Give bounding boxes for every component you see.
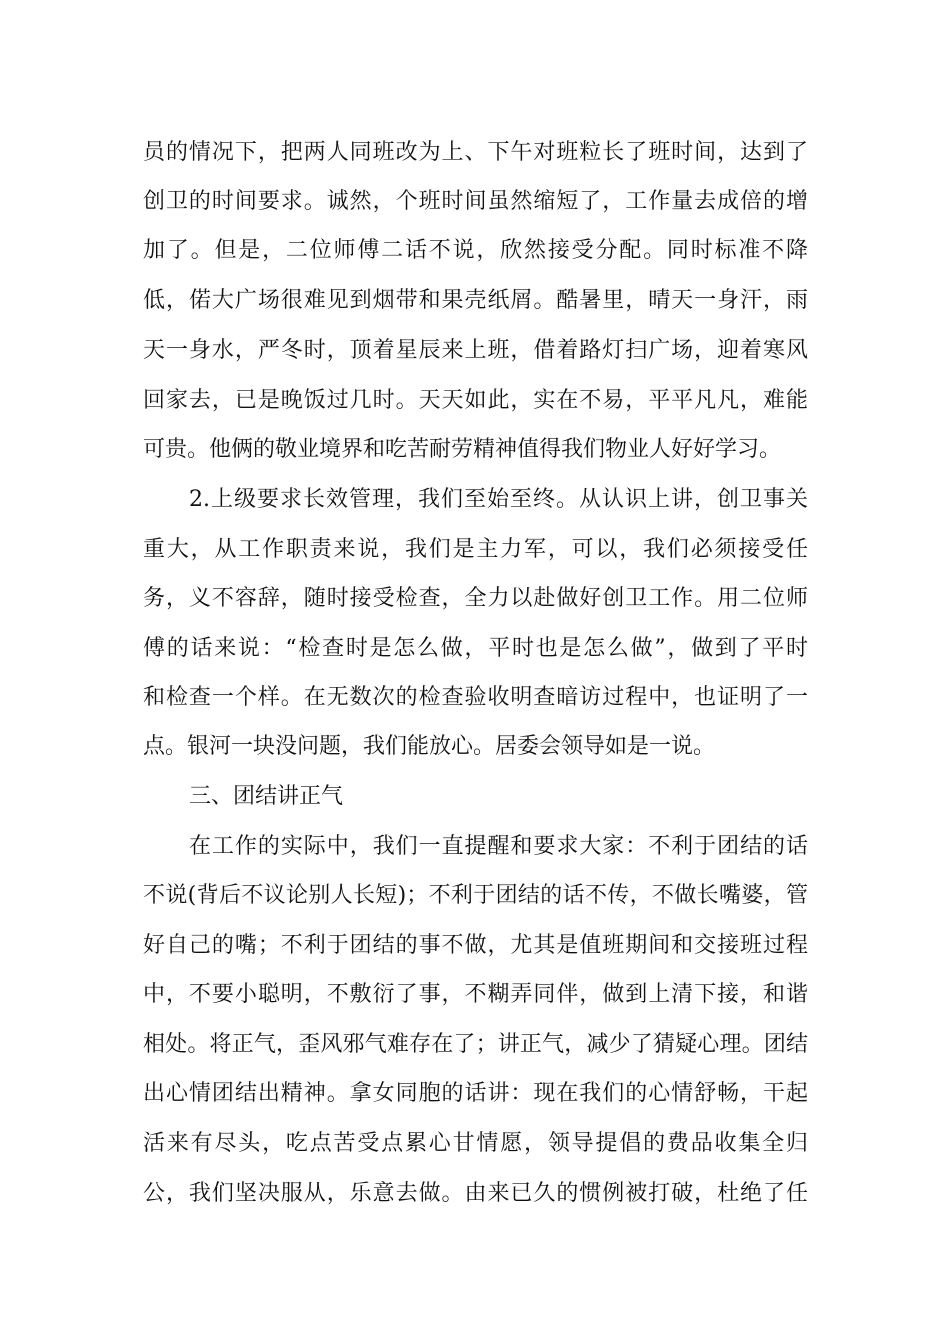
paragraph-line: 加了。但是，二位师傅二话不说，欣然接受分配。同时标准不降 bbox=[143, 238, 808, 263]
paragraph-line: 好自己的嘴；不利于团结的事不做，尤其是值班期间和交接班过程 bbox=[143, 933, 808, 958]
paragraph-line: 务，义不容辞，随时接受检查，全力以赴做好创卫工作。用二位师 bbox=[143, 586, 808, 611]
paragraph-line: 天一身水，严冬时，顶着星辰来上班，借着路灯扫广场，迎着寒风 bbox=[143, 338, 808, 363]
paragraph-line: 和检查一个样。在无数次的检查验收明查暗访过程中，也证明了一 bbox=[143, 685, 808, 710]
paragraph-line: 点。银河一块没问题，我们能放心。居委会领导如是一说。 bbox=[143, 734, 716, 759]
paragraph-line: 中，不要小聪明，不敷衍了事，不糊弄同伴，做到上清下接，和谐 bbox=[143, 982, 808, 1007]
paragraph-line: 重大，从工作职责来说，我们是主力军，可以，我们必须接受任 bbox=[143, 537, 808, 562]
paragraph-line: 可贵。他俩的敬业境界和吃苦耐劳精神值得我们物业人好好学习。 bbox=[143, 437, 782, 462]
paragraph-line: 2.上级要求长效管理，我们至始至终。从认识上讲，创卫事关 bbox=[189, 487, 808, 512]
paragraph-line: 员的情况下，把两人同班改为上、下午对班粒长了班时间，达到了 bbox=[143, 140, 808, 165]
paragraph-line: 出心情团结出精神。拿女同胞的话讲：现在我们的心情舒畅，干起 bbox=[143, 1081, 808, 1106]
section-heading: 三、团结讲正气 bbox=[189, 784, 344, 809]
paragraph-line: 在工作的实际中，我们一直提醒和要求大家：不利于团结的话 bbox=[189, 834, 808, 859]
paragraph-line: 公，我们坚决服从，乐意去做。由来已久的惯例被打破，杜绝了任 bbox=[143, 1181, 808, 1206]
paragraph-line: 回家去，已是晚饭过几时。天天如此，实在不易，平平凡凡，难能 bbox=[143, 388, 808, 413]
paragraph-line: 不说(背后不议论别人长短)；不利于团结的话不传，不做长嘴婆，管 bbox=[143, 883, 808, 908]
paragraph-line: 傅的话来说：“检查时是怎么做，平时也是怎么做”，做到了平时 bbox=[143, 636, 808, 661]
paragraph-line: 活来有尽头，吃点苦受点累心甘情愿，领导提倡的费品收集全归 bbox=[143, 1131, 808, 1156]
paragraph-line: 创卫的时间要求。诚然，个班时间虽然缩短了，工作量去成倍的增 bbox=[143, 189, 808, 214]
paragraph-line: 低，偌大广场很难见到烟带和果壳纸屑。酷暑里，晴天一身汗，雨 bbox=[143, 288, 808, 313]
paragraph-line: 相处。将正气，歪风邪气难存在了；讲正气，减少了猜疑心理。团结 bbox=[143, 1032, 808, 1057]
